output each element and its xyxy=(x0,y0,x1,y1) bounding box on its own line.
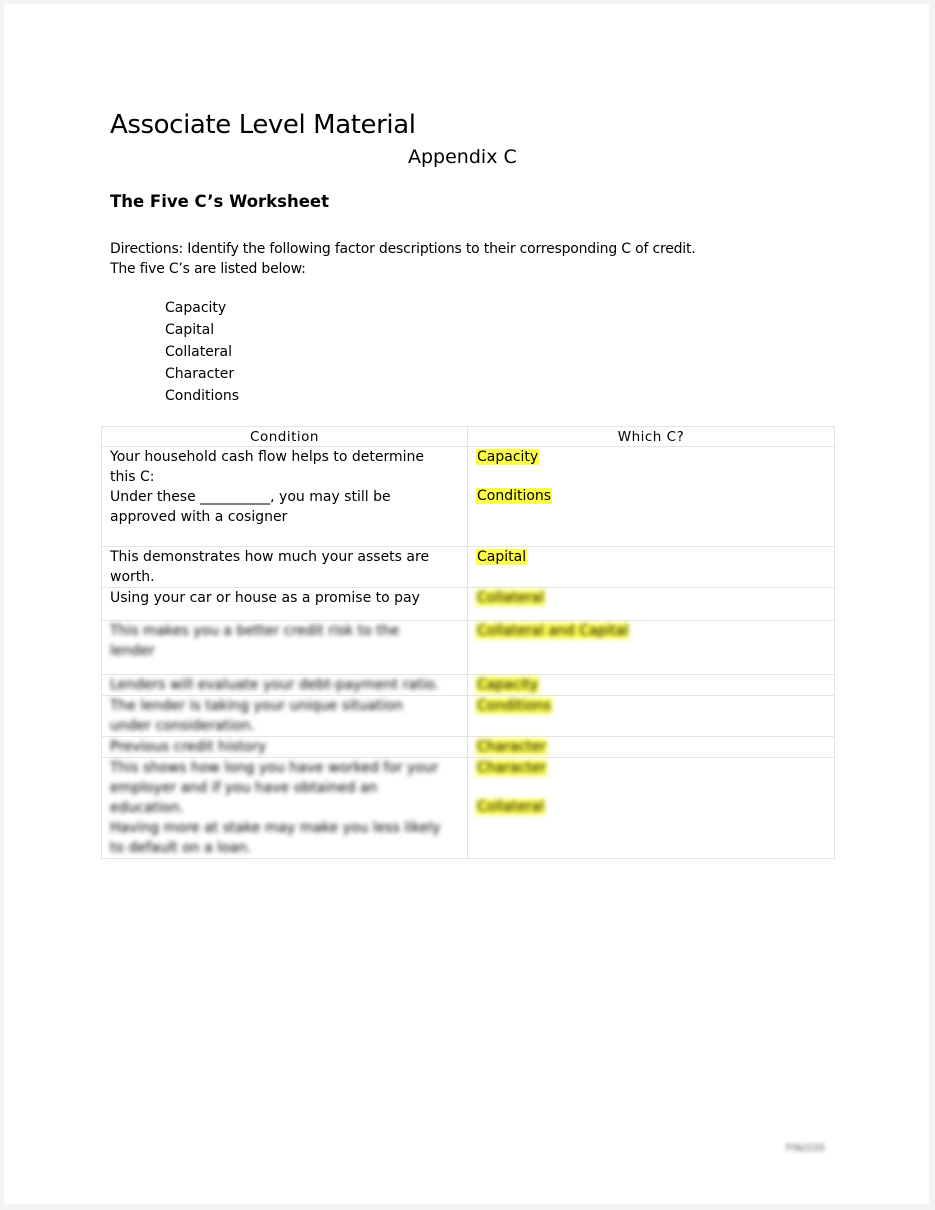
directions-line-1: Directions: Identify the following factor descriptions to their corresponding C of credit. xyxy=(110,241,696,257)
answer-cell xyxy=(468,588,835,621)
answer-highlight: Character xyxy=(477,760,547,776)
answer-highlight: Collateral xyxy=(477,799,545,815)
list-item: Capital xyxy=(165,322,215,338)
answer-highlight: Conditions xyxy=(477,698,552,714)
table-row xyxy=(102,621,835,675)
answer-highlight: Collateral and Capital xyxy=(477,623,629,639)
answer-cell xyxy=(468,737,835,758)
answer-cell xyxy=(468,758,835,859)
table-header-row xyxy=(102,427,835,447)
answer-highlight: Character xyxy=(477,739,547,755)
condition-cell xyxy=(102,621,468,675)
condition-text: Using your car or house as a promise to pay xyxy=(110,590,420,606)
table-row xyxy=(102,737,835,758)
list-item: Character xyxy=(165,366,235,382)
answer-cell xyxy=(468,675,835,696)
condition-text: Lenders will evaluate your debt-payment ratio. xyxy=(110,677,440,693)
column-header-which-c: Which C? xyxy=(468,427,835,447)
condition-text: This shows how long you have worked for your employer and if you have obtained an education. xyxy=(110,760,439,816)
condition-text: Having more at stake may make you less likely to default on a loan. xyxy=(110,820,441,856)
answer-highlight: Capacity xyxy=(477,449,539,465)
condition-text: Your household cash flow helps to determine this C: xyxy=(110,449,425,485)
answer-highlight: Capital xyxy=(477,549,527,565)
table-row xyxy=(102,588,835,621)
directions-line-2: The five C’s are listed below: xyxy=(110,261,306,277)
condition-text: This makes you a better credit risk to the lender xyxy=(110,623,400,659)
condition-cell xyxy=(102,675,468,696)
table-row xyxy=(102,447,835,547)
answer-highlight: Capacity xyxy=(477,677,539,693)
list-item: Capacity xyxy=(165,300,227,316)
worksheet-title: The Five C’s Worksheet xyxy=(110,192,329,211)
table-row xyxy=(102,675,835,696)
condition-text: This demonstrates how much your assets are worth. xyxy=(110,549,430,585)
condition-cell xyxy=(102,696,468,737)
list-item: Collateral xyxy=(165,344,233,360)
course-code: FIN/220 xyxy=(786,1143,825,1154)
answer-cell xyxy=(468,447,835,547)
worksheet-table xyxy=(101,426,835,859)
table-row xyxy=(102,696,835,737)
directions xyxy=(110,239,730,279)
column-header-condition: Condition xyxy=(102,427,468,447)
condition-cell xyxy=(102,447,468,547)
condition-text: Under these __________, you may still be approved with a cosigner xyxy=(110,489,391,525)
answer-cell xyxy=(468,621,835,675)
answer-cell xyxy=(468,696,835,737)
answer-cell xyxy=(468,547,835,588)
condition-text: Previous credit history xyxy=(110,739,267,755)
table-row xyxy=(102,758,835,859)
answer-highlight: Conditions xyxy=(477,488,552,504)
condition-text: The lender is taking your unique situation under consideration. xyxy=(110,698,403,734)
document-page xyxy=(4,4,929,1204)
page-title: Associate Level Material xyxy=(110,110,416,140)
five-cs-list xyxy=(165,297,239,407)
table-row xyxy=(102,547,835,588)
list-item: Conditions xyxy=(165,388,240,404)
condition-cell xyxy=(102,547,468,588)
condition-cell xyxy=(102,737,468,758)
appendix-label: Appendix C xyxy=(408,146,517,168)
answer-highlight: Collateral xyxy=(477,590,545,606)
condition-cell xyxy=(102,758,468,859)
condition-cell xyxy=(102,588,468,621)
